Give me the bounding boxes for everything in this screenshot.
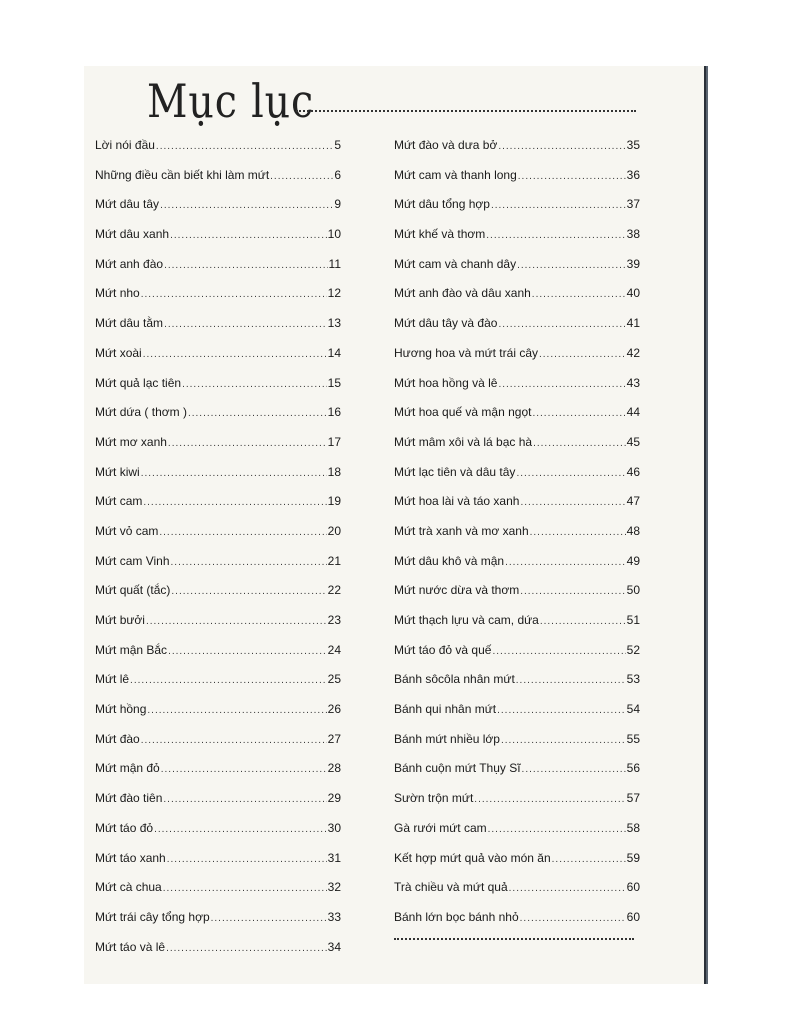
toc-entry: [95, 346, 341, 376]
toc-entry-leader: [474, 794, 625, 805]
toc-entry-title: Bánh cuộn mứt Thụy Sĩ: [394, 761, 521, 776]
toc-entry: [95, 702, 341, 732]
toc-entry-leader: [164, 260, 327, 271]
toc-entry: [95, 613, 341, 643]
toc-entry: [394, 286, 640, 316]
toc-entry-title: Bánh mứt nhiều lớp: [394, 731, 500, 746]
toc-entry-title: Mứt táo và lê: [95, 939, 166, 954]
toc-entry: [394, 732, 640, 762]
toc-entry-page: 27: [327, 731, 341, 746]
toc-entry-leader: [498, 141, 625, 152]
toc-entry-page: 38: [626, 227, 640, 242]
toc-entry-leader: [517, 260, 626, 271]
toc-right-column: [394, 138, 640, 940]
toc-entry-leader: [516, 468, 625, 479]
toc-entry-page: 40: [626, 286, 640, 301]
toc-entry-page: 20: [327, 523, 341, 538]
toc-entry-title: Mứt anh đào và dâu xanh: [394, 286, 531, 301]
toc-entry-title: Mứt thạch lựu và cam, dứa: [394, 613, 539, 627]
toc-entry: [95, 257, 341, 287]
toc-entry-title: Mứt cam và chanh dây: [394, 256, 517, 271]
toc-entry-page: 49: [626, 553, 640, 568]
toc-entry-title: Mứt mận đỏ: [95, 761, 160, 776]
toc-entry-title: Mứt lạc tiên và dâu tây: [394, 464, 516, 479]
toc-entry-title: Mứt bưởi: [95, 613, 145, 627]
toc-entry-page: 12: [327, 286, 341, 301]
toc-entry-leader: [168, 646, 327, 657]
toc-entry: [394, 168, 640, 198]
toc-entry-title: Mứt hoa lài và táo xanh: [394, 494, 520, 509]
toc-entry-page: 32: [327, 880, 341, 895]
toc-entry-leader: [486, 230, 625, 241]
toc-entry-page: 42: [626, 345, 640, 360]
toc-entry-page: 5: [334, 138, 341, 152]
toc-entry: [394, 257, 640, 287]
toc-entry-title: Hương hoa và mứt trái cây: [394, 345, 538, 360]
toc-entry-title: Mứt quả lạc tiên: [95, 375, 182, 390]
toc-entry-title: Mứt lê: [95, 672, 130, 687]
toc-entry-page: 51: [626, 613, 640, 627]
toc-entry: [95, 583, 341, 613]
toc-entry-page: 56: [626, 761, 640, 776]
toc-entry-title: Mứt táo đỏ và quế: [394, 642, 492, 657]
toc-entry-page: 18: [327, 464, 341, 479]
toc-entry-page: 6: [334, 167, 341, 182]
toc-entry-title: Mứt táo đỏ: [95, 820, 154, 835]
toc-entry: [95, 405, 341, 435]
toc-entry-title: Trà chiều và mứt quả: [394, 880, 508, 895]
toc-entry-title: Mứt cam Vinh: [95, 553, 170, 568]
toc-entry-leader: [491, 200, 626, 211]
toc-entry: [394, 465, 640, 495]
toc-entry-page: 43: [626, 375, 640, 390]
toc-entry-page: 19: [327, 494, 341, 509]
bottom-dotted-leader: [394, 938, 634, 940]
toc-entry-leader: [488, 824, 626, 835]
toc-entry-page: 34: [327, 939, 341, 954]
toc-entry: [95, 910, 341, 940]
toc-entry-title: Mứt cam và thanh long: [394, 167, 517, 182]
toc-entry-leader: [160, 200, 333, 211]
toc-entry-leader: [141, 468, 327, 479]
toc-entry-page: 21: [327, 553, 341, 568]
toc-entry-page: 15: [327, 375, 341, 390]
toc-entry-leader: [143, 349, 327, 360]
toc-entry: [394, 494, 640, 524]
toc-entry-leader: [539, 349, 626, 360]
toc-entry-page: 59: [626, 850, 640, 865]
toc-entry-title: Mứt anh đào: [95, 256, 164, 271]
toc-entry-page: 58: [626, 820, 640, 835]
toc-entry-leader: [167, 854, 327, 865]
toc-entry: [95, 940, 341, 970]
toc-entry-leader: [509, 883, 626, 894]
toc-entry-page: 10: [327, 227, 341, 242]
toc-entry-page: 44: [626, 405, 640, 420]
toc-entry-leader: [154, 824, 327, 835]
toc-entry-title: Mứt mơ xanh: [95, 434, 167, 449]
toc-entry-page: 16: [327, 405, 341, 420]
toc-entry-page: 30: [327, 820, 341, 835]
toc-entry-title: Mứt dâu tây và đào: [394, 316, 498, 331]
toc-entry: [394, 405, 640, 435]
toc-entry-page: 13: [327, 316, 341, 331]
toc-entry-leader: [163, 794, 326, 805]
toc-entry: [95, 554, 341, 584]
toc-entry-leader: [143, 497, 326, 508]
toc-entry: [394, 138, 640, 168]
toc-entry-page: 60: [626, 880, 640, 895]
toc-entry-title: Mứt táo xanh: [95, 850, 166, 865]
toc-entry-page: 9: [334, 197, 341, 212]
toc-entry-leader: [520, 497, 625, 508]
toc-entry-page: 31: [327, 850, 341, 865]
toc-entry-leader: [147, 705, 326, 716]
toc-entry-title: Sườn trộn mứt: [394, 791, 474, 806]
toc-entry-leader: [161, 764, 327, 775]
toc-entry-page: 60: [626, 909, 640, 924]
toc-entry: [95, 227, 341, 257]
toc-entry-title: Mứt cà chua: [95, 880, 162, 895]
toc-entry: [394, 643, 640, 673]
toc-entry: [394, 672, 640, 702]
toc-entry: [95, 524, 341, 554]
toc-entry-page: 41: [626, 316, 640, 331]
toc-entry-leader: [498, 379, 625, 390]
toc-entry-title: Mứt khế và thơm: [394, 227, 486, 242]
toc-entry-leader: [164, 319, 327, 330]
toc-entry: [394, 851, 640, 881]
toc-entry-title: Mứt cam: [95, 494, 143, 509]
toc-entry-leader: [533, 438, 626, 449]
toc-entry: [394, 435, 640, 465]
toc-entry-page: 35: [626, 138, 640, 152]
toc-entry-leader: [520, 913, 626, 924]
toc-entry-page: 37: [626, 197, 640, 212]
toc-entry: [95, 494, 341, 524]
toc-entry: [394, 583, 640, 613]
toc-entry-leader: [141, 735, 327, 746]
toc-entry: [95, 168, 341, 198]
toc-entry: [95, 316, 341, 346]
toc-entry-leader: [159, 527, 326, 538]
toc-entry: [394, 346, 640, 376]
toc-entry-title: Mứt dứa ( thơm ): [95, 405, 187, 420]
toc-entry-title: Mứt đào tiên: [95, 791, 163, 806]
toc-entry-leader: [130, 675, 327, 686]
toc-entry-leader: [520, 586, 625, 597]
toc-entry-page: 23: [327, 613, 341, 627]
toc-entry-title: Mứt kiwi: [95, 464, 140, 479]
toc-entry-leader: [146, 616, 327, 627]
toc-entry-title: Bánh sôcôla nhân mứt: [394, 672, 515, 687]
toc-entry-title: Những điều cần biết khi làm mứt: [95, 167, 270, 182]
toc-entry: [394, 197, 640, 227]
toc-entry-page: 33: [327, 909, 341, 924]
toc-entry-leader: [492, 646, 625, 657]
toc-entry-leader: [156, 141, 333, 152]
toc-entry-leader: [163, 883, 327, 894]
toc-entry-page: 45: [626, 434, 640, 449]
toc-entry-leader: [497, 705, 626, 716]
toc-entry: [394, 554, 640, 584]
toc-entry: [95, 791, 341, 821]
toc-entry-page: 57: [626, 791, 640, 806]
toc-entry-title: Mứt quất (tắc): [95, 583, 171, 598]
toc-entry-title: Mứt hồng: [95, 702, 147, 717]
toc-entry-leader: [530, 527, 626, 538]
toc-entry-leader: [170, 230, 327, 241]
toc-entry: [95, 465, 341, 495]
toc-entry-leader: [498, 319, 625, 330]
toc-entry: [95, 732, 341, 762]
toc-entry: [394, 316, 640, 346]
toc-entry-leader: [516, 675, 626, 686]
toc-entry-leader: [171, 557, 327, 568]
toc-entry-leader: [141, 289, 327, 300]
toc-entry-leader: [532, 408, 625, 419]
toc-entry-page: 11: [328, 256, 341, 271]
toc-entry-title: Mứt đào và dưa bở: [394, 138, 498, 152]
toc-entry: [394, 761, 640, 791]
toc-entry: [95, 435, 341, 465]
toc-entry-page: 39: [626, 256, 640, 271]
toc-entry-page: 46: [626, 464, 640, 479]
toc-entry-leader: [501, 735, 626, 746]
toc-entry-title: Mứt xoài: [95, 345, 142, 360]
toc-entry-page: 25: [327, 672, 341, 687]
toc-entry-title: Bánh qui nhân mứt: [394, 702, 497, 717]
toc-entry-title: Gà rưới mứt cam: [394, 820, 487, 835]
toc-entry-page: 50: [626, 583, 640, 598]
toc-entry: [394, 227, 640, 257]
toc-entry-title: Mứt dâu tây: [95, 197, 160, 212]
toc-entry: [394, 880, 640, 910]
toc-entry-title: Mứt dâu tằm: [95, 316, 164, 331]
toc-entry-title: Mứt dâu tổng hợp: [394, 197, 490, 212]
toc-entry-leader: [532, 289, 626, 300]
title-dotted-leader: [296, 110, 636, 112]
toc-entry: [394, 910, 640, 940]
toc-entry-leader: [505, 557, 626, 568]
toc-entry-leader: [168, 438, 327, 449]
toc-entry-leader: [166, 943, 327, 954]
toc-entry-title: Mứt trà xanh và mơ xanh: [394, 523, 529, 538]
toc-entry-page: 47: [626, 494, 640, 509]
toc-entry-title: Mứt mâm xôi và lá bạc hà: [394, 434, 533, 449]
toc-entry: [394, 524, 640, 554]
toc-entry: [394, 613, 640, 643]
toc-entry-title: Mứt nước dừa và thơm: [394, 583, 520, 598]
toc-entry: [95, 376, 341, 406]
toc-entry-title: Mứt dâu xanh: [95, 227, 170, 242]
toc-entry: [95, 880, 341, 910]
page-title: Mục lục: [147, 74, 315, 128]
toc-entry-title: Mứt vỏ cam: [95, 523, 159, 538]
toc-entry-page: 14: [327, 345, 341, 360]
toc-entry-page: 36: [626, 167, 640, 182]
toc-left-column: [95, 138, 341, 969]
toc-entry: [394, 376, 640, 406]
toc-entry-title: Mứt mận Bắc: [95, 642, 168, 657]
toc-entry-page: 17: [327, 434, 341, 449]
toc-entry: [95, 197, 341, 227]
toc-entry-title: Lời nói đầu: [95, 138, 155, 152]
toc-entry-page: 24: [327, 642, 341, 657]
toc-entry: [394, 702, 640, 732]
toc-entry-page: 26: [327, 702, 341, 717]
toc-entry: [95, 138, 341, 168]
toc-entry-page: 28: [327, 761, 341, 776]
toc-entry-title: Mứt hoa hồng và lê: [394, 375, 498, 390]
toc-entry-leader: [171, 586, 326, 597]
toc-entry: [95, 672, 341, 702]
toc-entry-page: 29: [327, 791, 341, 806]
toc-entry-title: Mứt nho: [95, 286, 140, 301]
toc-entry-leader: [552, 854, 626, 865]
toc-entry: [95, 761, 341, 791]
toc-entry-title: Mứt dâu khô và mận: [394, 553, 505, 568]
toc-entry-title: Bánh lớn bọc bánh nhỏ: [394, 909, 519, 924]
toc-entry-title: Kết hợp mứt quả vào món ăn: [394, 850, 551, 865]
toc-entry-leader: [540, 616, 626, 627]
toc-entry: [394, 821, 640, 851]
toc-entry-title: Mứt hoa quế và mận ngọt: [394, 405, 532, 420]
toc-entry-leader: [270, 171, 333, 182]
toc-entry-page: 55: [626, 731, 640, 746]
toc-entry: [95, 286, 341, 316]
toc-entry-leader: [182, 379, 327, 390]
toc-entry-leader: [211, 913, 327, 924]
toc-entry-title: Mứt đào: [95, 731, 140, 746]
toc-entry: [95, 851, 341, 881]
toc-entry-page: 54: [626, 702, 640, 717]
toc-entry-page: 22: [327, 583, 341, 598]
toc-entry-page: 53: [626, 672, 640, 687]
toc-entry-title: Mứt trái cây tổng hợp: [95, 909, 210, 924]
toc-entry-page: 48: [626, 523, 640, 538]
toc-entry-page: 52: [626, 642, 640, 657]
toc-entry: [95, 821, 341, 851]
toc-entry: [394, 791, 640, 821]
toc-entry-leader: [518, 171, 626, 182]
toc-entry: [95, 643, 341, 673]
toc-entry-leader: [522, 764, 626, 775]
toc-entry-leader: [188, 408, 327, 419]
